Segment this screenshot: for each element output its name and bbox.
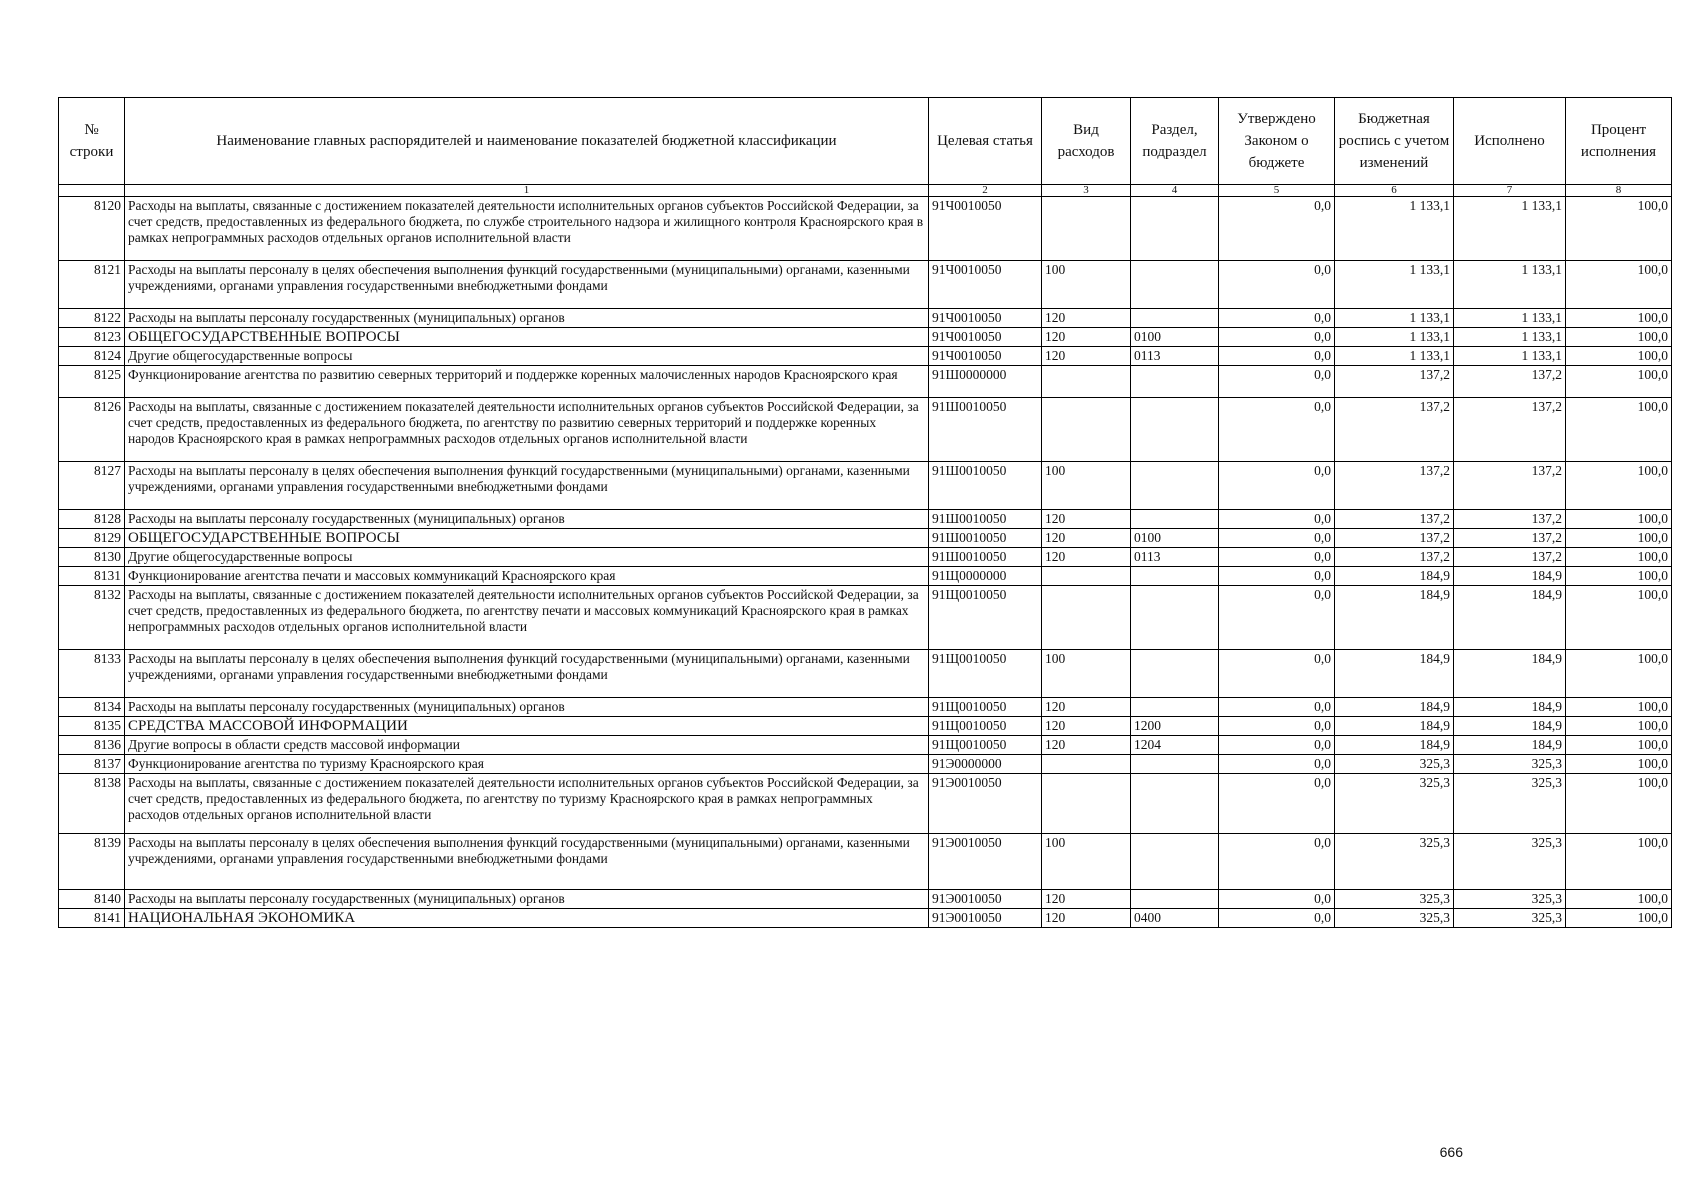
row-section: 1204	[1131, 736, 1219, 755]
row-approved: 0,0	[1219, 510, 1335, 529]
row-budget-plan: 1 133,1	[1335, 328, 1454, 347]
row-approved: 0,0	[1219, 529, 1335, 548]
row-approved: 0,0	[1219, 398, 1335, 462]
row-expense-type: 120	[1042, 736, 1131, 755]
row-number: 8126	[59, 398, 125, 462]
row-executed: 184,9	[1454, 567, 1566, 586]
row-number: 8128	[59, 510, 125, 529]
row-approved: 0,0	[1219, 586, 1335, 650]
row-executed: 137,2	[1454, 548, 1566, 567]
row-number: 8133	[59, 650, 125, 698]
row-expense-type	[1042, 197, 1131, 261]
table-body	[59, 197, 1672, 928]
table-row	[59, 261, 1672, 309]
row-expense-type: 120	[1042, 328, 1131, 347]
row-budget-plan: 325,3	[1335, 909, 1454, 928]
row-budget-plan: 184,9	[1335, 698, 1454, 717]
row-expense-type: 120	[1042, 529, 1131, 548]
row-percent: 100,0	[1566, 261, 1672, 309]
row-approved: 0,0	[1219, 567, 1335, 586]
row-target-article: 91Ч0010050	[929, 347, 1042, 366]
column-number: 2	[929, 185, 1042, 197]
row-name: Расходы на выплаты, связанные с достижением показателей деятельности исполнительных органов субъектов Российской Федерации, за счет средств, предоставленных из федерального бюджета, по агентству по туризму Красноярского края в рамках непрограммных расходов отдельных органов исполнительной власти	[125, 774, 929, 834]
table-row	[59, 909, 1672, 928]
column-number: 7	[1454, 185, 1566, 197]
row-number: 8135	[59, 717, 125, 736]
row-target-article: 91Ш0000000	[929, 366, 1042, 398]
row-number: 8134	[59, 698, 125, 717]
row-expense-type: 100	[1042, 834, 1131, 890]
row-budget-plan: 137,2	[1335, 462, 1454, 510]
row-target-article: 91Э0000000	[929, 755, 1042, 774]
row-section	[1131, 261, 1219, 309]
row-approved: 0,0	[1219, 717, 1335, 736]
row-target-article: 91Ч0010050	[929, 309, 1042, 328]
row-expense-type: 120	[1042, 909, 1131, 928]
row-section	[1131, 462, 1219, 510]
row-budget-plan: 184,9	[1335, 650, 1454, 698]
row-budget-plan: 137,2	[1335, 510, 1454, 529]
header-name: Наименование главных распорядителей и наименование показателей бюджетной классификации	[125, 98, 929, 185]
table-row	[59, 510, 1672, 529]
column-number: 3	[1042, 185, 1131, 197]
row-executed: 1 133,1	[1454, 197, 1566, 261]
row-name: Функционирование агентства по развитию северных территорий и поддержке коренных малочисленных народов Красноярского края	[125, 366, 929, 398]
row-section	[1131, 698, 1219, 717]
header-section: Раздел, подраздел	[1131, 98, 1219, 185]
row-executed: 325,3	[1454, 774, 1566, 834]
row-section	[1131, 890, 1219, 909]
row-executed: 137,2	[1454, 529, 1566, 548]
row-target-article: 91Щ0000000	[929, 567, 1042, 586]
row-section: 1200	[1131, 717, 1219, 736]
row-number: 8130	[59, 548, 125, 567]
row-expense-type: 120	[1042, 548, 1131, 567]
column-number	[59, 185, 125, 197]
row-number: 8121	[59, 261, 125, 309]
row-name: Расходы на выплаты, связанные с достижением показателей деятельности исполнительных органов субъектов Российской Федерации, за счет средств, предоставленных из федерального бюджета, по службе строительного надзора и жилищного контроля Красноярского края в рамках непрограммных расходов отдельных органов исполнительной власти	[125, 197, 929, 261]
header-approved: Утверждено Законом о бюджете	[1219, 98, 1335, 185]
row-name: Расходы на выплаты, связанные с достижением показателей деятельности исполнительных органов субъектов Российской Федерации, за счет средств, предоставленных из федерального бюджета, по агентству печати и массовых коммуникаций Красноярского края в рамках непрограммных расходов отдельных органов исполнительной власти	[125, 586, 929, 650]
row-approved: 0,0	[1219, 328, 1335, 347]
row-percent: 100,0	[1566, 398, 1672, 462]
row-percent: 100,0	[1566, 309, 1672, 328]
row-section	[1131, 510, 1219, 529]
column-number: 4	[1131, 185, 1219, 197]
row-target-article: 91Ш0010050	[929, 462, 1042, 510]
header-expense-type: Вид расходов	[1042, 98, 1131, 185]
row-target-article: 91Ч0010050	[929, 328, 1042, 347]
row-percent: 100,0	[1566, 909, 1672, 928]
row-executed: 1 133,1	[1454, 261, 1566, 309]
row-section: 0100	[1131, 529, 1219, 548]
row-target-article: 91Ш0010050	[929, 548, 1042, 567]
row-target-article: 91Щ0010050	[929, 650, 1042, 698]
row-number: 8138	[59, 774, 125, 834]
row-name: Расходы на выплаты персоналу в целях обеспечения выполнения функций государственными (муниципальными) органами, казенными учреждениями, органами управления государственными внебюджетными фондами	[125, 261, 929, 309]
row-expense-type: 120	[1042, 347, 1131, 366]
row-section	[1131, 586, 1219, 650]
row-number: 8139	[59, 834, 125, 890]
row-number: 8127	[59, 462, 125, 510]
row-budget-plan: 137,2	[1335, 548, 1454, 567]
row-budget-plan: 325,3	[1335, 890, 1454, 909]
budget-table	[58, 97, 1672, 928]
row-budget-plan: 184,9	[1335, 736, 1454, 755]
row-name: Расходы на выплаты персоналу государственных (муниципальных) органов	[125, 698, 929, 717]
row-budget-plan: 184,9	[1335, 567, 1454, 586]
row-approved: 0,0	[1219, 366, 1335, 398]
row-expense-type	[1042, 398, 1131, 462]
row-number: 8120	[59, 197, 125, 261]
row-approved: 0,0	[1219, 347, 1335, 366]
row-expense-type	[1042, 567, 1131, 586]
row-approved: 0,0	[1219, 548, 1335, 567]
row-number: 8136	[59, 736, 125, 755]
row-section	[1131, 197, 1219, 261]
row-expense-type: 120	[1042, 510, 1131, 529]
table-row	[59, 586, 1672, 650]
row-executed: 325,3	[1454, 834, 1566, 890]
row-percent: 100,0	[1566, 698, 1672, 717]
table-row	[59, 347, 1672, 366]
row-name: Другие вопросы в области средств массовой информации	[125, 736, 929, 755]
header-percent: Процент исполнения	[1566, 98, 1672, 185]
row-percent: 100,0	[1566, 586, 1672, 650]
row-percent: 100,0	[1566, 328, 1672, 347]
row-target-article: 91Ш0010050	[929, 510, 1042, 529]
row-budget-plan: 184,9	[1335, 717, 1454, 736]
row-expense-type: 100	[1042, 650, 1131, 698]
row-approved: 0,0	[1219, 197, 1335, 261]
table-row	[59, 197, 1672, 261]
row-expense-type: 100	[1042, 261, 1131, 309]
row-expense-type: 120	[1042, 309, 1131, 328]
row-executed: 184,9	[1454, 650, 1566, 698]
column-number-row	[59, 185, 1672, 197]
table-row	[59, 567, 1672, 586]
row-percent: 100,0	[1566, 462, 1672, 510]
row-number: 8131	[59, 567, 125, 586]
table-row	[59, 834, 1672, 890]
row-approved: 0,0	[1219, 650, 1335, 698]
row-approved: 0,0	[1219, 755, 1335, 774]
row-section: 0400	[1131, 909, 1219, 928]
row-name: Расходы на выплаты персоналу государственных (муниципальных) органов	[125, 510, 929, 529]
row-percent: 100,0	[1566, 834, 1672, 890]
row-budget-plan: 137,2	[1335, 366, 1454, 398]
header-target-article: Целевая статья	[929, 98, 1042, 185]
header-budget-plan: Бюджетная роспись с учетом изменений	[1335, 98, 1454, 185]
row-section	[1131, 567, 1219, 586]
row-budget-plan: 1 133,1	[1335, 197, 1454, 261]
column-number: 8	[1566, 185, 1672, 197]
header-executed: Исполнено	[1454, 98, 1566, 185]
row-target-article: 91Щ0010050	[929, 586, 1042, 650]
row-approved: 0,0	[1219, 309, 1335, 328]
row-section: 0113	[1131, 347, 1219, 366]
row-approved: 0,0	[1219, 774, 1335, 834]
row-expense-type: 100	[1042, 462, 1131, 510]
row-expense-type: 120	[1042, 717, 1131, 736]
row-name: ОБЩЕГОСУДАРСТВЕННЫЕ ВОПРОСЫ	[125, 529, 929, 548]
row-name: Расходы на выплаты персоналу государственных (муниципальных) органов	[125, 890, 929, 909]
row-target-article: 91Щ0010050	[929, 736, 1042, 755]
row-percent: 100,0	[1566, 197, 1672, 261]
row-percent: 100,0	[1566, 548, 1672, 567]
table-row	[59, 890, 1672, 909]
row-number: 8124	[59, 347, 125, 366]
row-name: Расходы на выплаты персоналу в целях обеспечения выполнения функций государственными (муниципальными) органами, казенными учреждениями, органами управления государственными внебюджетными фондами	[125, 462, 929, 510]
row-name: ОБЩЕГОСУДАРСТВЕННЫЕ ВОПРОСЫ	[125, 328, 929, 347]
row-name: Расходы на выплаты, связанные с достижением показателей деятельности исполнительных органов субъектов Российской Федерации, за счет средств, предоставленных из федерального бюджета, по агентству по развитию северных территорий и поддержке коренных народов Красноярского края в рамках непрограммных расходов отдельных органов исполнительной власти	[125, 398, 929, 462]
row-expense-type: 120	[1042, 890, 1131, 909]
row-expense-type: 120	[1042, 698, 1131, 717]
row-number: 8140	[59, 890, 125, 909]
row-executed: 325,3	[1454, 890, 1566, 909]
row-executed: 184,9	[1454, 717, 1566, 736]
row-percent: 100,0	[1566, 347, 1672, 366]
page-number: 666	[1439, 1144, 1463, 1160]
row-number: 8137	[59, 755, 125, 774]
row-approved: 0,0	[1219, 462, 1335, 510]
row-executed: 1 133,1	[1454, 309, 1566, 328]
row-percent: 100,0	[1566, 755, 1672, 774]
row-budget-plan: 137,2	[1335, 529, 1454, 548]
budget-sheet	[58, 97, 1672, 928]
row-percent: 100,0	[1566, 567, 1672, 586]
row-name: Функционирование агентства по туризму Красноярского края	[125, 755, 929, 774]
row-target-article: 91Э0010050	[929, 774, 1042, 834]
row-number: 8129	[59, 529, 125, 548]
row-expense-type	[1042, 755, 1131, 774]
row-section	[1131, 398, 1219, 462]
row-number: 8132	[59, 586, 125, 650]
row-percent: 100,0	[1566, 529, 1672, 548]
row-executed: 184,9	[1454, 736, 1566, 755]
row-section: 0113	[1131, 548, 1219, 567]
row-expense-type	[1042, 586, 1131, 650]
table-row	[59, 529, 1672, 548]
row-percent: 100,0	[1566, 890, 1672, 909]
row-section	[1131, 755, 1219, 774]
row-number: 8125	[59, 366, 125, 398]
row-approved: 0,0	[1219, 261, 1335, 309]
row-percent: 100,0	[1566, 774, 1672, 834]
row-target-article: 91Э0010050	[929, 890, 1042, 909]
row-target-article: 91Щ0010050	[929, 698, 1042, 717]
row-expense-type	[1042, 774, 1131, 834]
row-executed: 184,9	[1454, 586, 1566, 650]
row-executed: 1 133,1	[1454, 347, 1566, 366]
row-number: 8123	[59, 328, 125, 347]
column-number: 1	[125, 185, 929, 197]
row-name: Другие общегосударственные вопросы	[125, 347, 929, 366]
table-row	[59, 462, 1672, 510]
row-budget-plan: 325,3	[1335, 755, 1454, 774]
row-name: Расходы на выплаты персоналу в целях обеспечения выполнения функций государственными (муниципальными) органами, казенными учреждениями, органами управления государственными внебюджетными фондами	[125, 650, 929, 698]
row-budget-plan: 325,3	[1335, 834, 1454, 890]
row-percent: 100,0	[1566, 510, 1672, 529]
row-percent: 100,0	[1566, 366, 1672, 398]
table-row	[59, 398, 1672, 462]
row-target-article: 91Ш0010050	[929, 529, 1042, 548]
row-target-article: 91Ш0010050	[929, 398, 1042, 462]
row-executed: 184,9	[1454, 698, 1566, 717]
row-section	[1131, 309, 1219, 328]
row-target-article: 91Э0010050	[929, 909, 1042, 928]
column-number: 5	[1219, 185, 1335, 197]
table-row	[59, 774, 1672, 834]
row-budget-plan: 1 133,1	[1335, 261, 1454, 309]
row-approved: 0,0	[1219, 736, 1335, 755]
row-executed: 137,2	[1454, 510, 1566, 529]
row-name: Другие общегосударственные вопросы	[125, 548, 929, 567]
row-name: Расходы на выплаты персоналу в целях обеспечения выполнения функций государственными (муниципальными) органами, казенными учреждениями, органами управления государственными внебюджетными фондами	[125, 834, 929, 890]
row-target-article: 91Щ0010050	[929, 717, 1042, 736]
row-approved: 0,0	[1219, 834, 1335, 890]
row-section	[1131, 366, 1219, 398]
row-percent: 100,0	[1566, 717, 1672, 736]
row-approved: 0,0	[1219, 909, 1335, 928]
row-name: Функционирование агентства печати и массовых коммуникаций Красноярского края	[125, 567, 929, 586]
row-number: 8122	[59, 309, 125, 328]
table-row	[59, 755, 1672, 774]
row-section	[1131, 774, 1219, 834]
row-expense-type	[1042, 366, 1131, 398]
row-target-article: 91Э0010050	[929, 834, 1042, 890]
table-row	[59, 717, 1672, 736]
row-executed: 137,2	[1454, 398, 1566, 462]
row-approved: 0,0	[1219, 890, 1335, 909]
row-executed: 137,2	[1454, 462, 1566, 510]
row-target-article: 91Ч0010050	[929, 197, 1042, 261]
row-budget-plan: 1 133,1	[1335, 309, 1454, 328]
row-target-article: 91Ч0010050	[929, 261, 1042, 309]
header-row	[59, 98, 1672, 185]
table-row	[59, 548, 1672, 567]
table-row	[59, 328, 1672, 347]
row-percent: 100,0	[1566, 650, 1672, 698]
row-name: СРЕДСТВА МАССОВОЙ ИНФОРМАЦИИ	[125, 717, 929, 736]
row-name: Расходы на выплаты персоналу государственных (муниципальных) органов	[125, 309, 929, 328]
table-row	[59, 366, 1672, 398]
row-budget-plan: 325,3	[1335, 774, 1454, 834]
row-approved: 0,0	[1219, 698, 1335, 717]
row-executed: 325,3	[1454, 755, 1566, 774]
table-row	[59, 309, 1672, 328]
table-row	[59, 736, 1672, 755]
column-number: 6	[1335, 185, 1454, 197]
row-section	[1131, 650, 1219, 698]
row-executed: 137,2	[1454, 366, 1566, 398]
row-budget-plan: 137,2	[1335, 398, 1454, 462]
table-row	[59, 650, 1672, 698]
row-section: 0100	[1131, 328, 1219, 347]
row-section	[1131, 834, 1219, 890]
row-budget-plan: 184,9	[1335, 586, 1454, 650]
row-executed: 325,3	[1454, 909, 1566, 928]
row-name: НАЦИОНАЛЬНАЯ ЭКОНОМИКА	[125, 909, 929, 928]
row-budget-plan: 1 133,1	[1335, 347, 1454, 366]
row-percent: 100,0	[1566, 736, 1672, 755]
row-number: 8141	[59, 909, 125, 928]
header-row-number: № строки	[59, 98, 125, 185]
table-row	[59, 698, 1672, 717]
row-executed: 1 133,1	[1454, 328, 1566, 347]
